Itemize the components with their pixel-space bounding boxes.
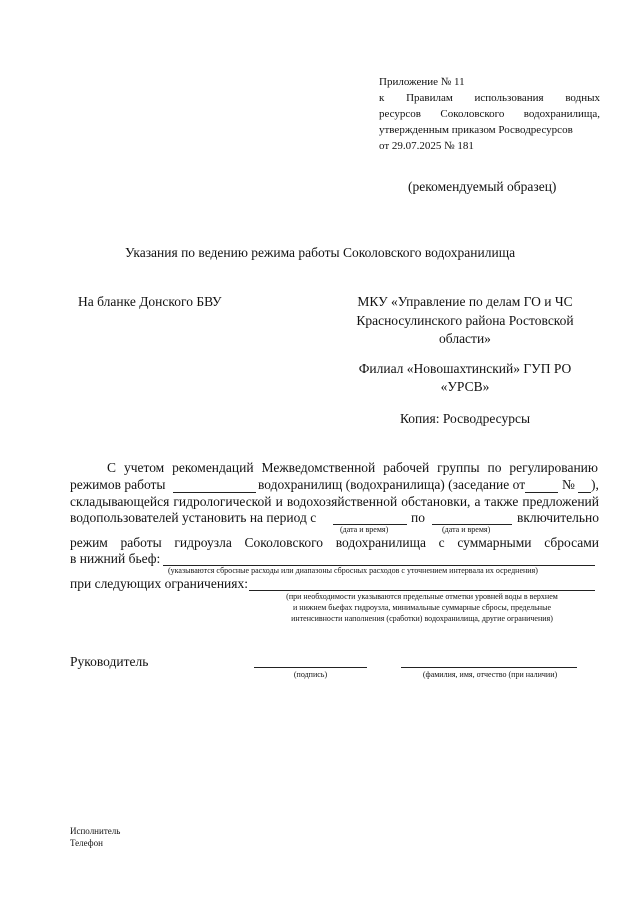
name-blank (401, 667, 577, 668)
body-text: ), (591, 477, 599, 492)
body-line: С учетом рекомендаций Межведомственной рабочей группы по регулированию (107, 460, 598, 475)
blank-label: На бланке Донского БВУ (78, 294, 222, 309)
name-hint: (фамилия, имя, отчество (при наличии) (422, 670, 558, 679)
body-text: включительно (517, 510, 600, 525)
sample-label: (рекомендуемый образец) (408, 179, 557, 194)
body-text: водохранилищ (водохранилища) (заседание от (258, 477, 526, 492)
restrictions-hint: и нижнем бьефах гидроузла, минимальные суммарные сбросы, предельные (293, 603, 551, 612)
phone-label: Телефон (70, 838, 103, 848)
recipient-line: Филиал «Новошахтинский» ГУП РО (358, 361, 572, 376)
body-text: водопользователей установить на период с (70, 510, 317, 525)
restrictions-blank (249, 590, 595, 591)
meeting-blank (173, 492, 256, 493)
copy-recipient: Копия: Росводресурсы (399, 411, 531, 426)
appendix-line: утвержденным приказом Росводресурсов (379, 124, 573, 136)
body-line: складывающейся гидрологической и водохозяйственной обстановки, а также предложений (70, 494, 599, 509)
restrictions-hint: (при необходимости указываются предельные отметки уровней воды в верхнем (286, 592, 558, 601)
date-hint: (дата и время) (340, 525, 389, 534)
body-text: режимов работы (70, 477, 166, 492)
recipient-line: Красносулинского района Ростовской (356, 313, 574, 328)
appendix-line: ресурсов Соколовского водохранилища, (379, 108, 600, 120)
recipient-line: «УРСВ» (440, 379, 490, 394)
appendix-number: Приложение № 11 (379, 76, 465, 88)
recipient-line: области» (439, 331, 491, 346)
page-title: Указания по ведению режима работы Соколовского водохранилища (125, 245, 516, 260)
recipient-line: МКУ «Управление по делам ГО и ЧС (357, 294, 573, 309)
signature-blank (254, 667, 367, 668)
head-label: Руководитель (70, 654, 149, 669)
meeting-number-blank (578, 492, 591, 493)
body-text: по (411, 510, 425, 525)
executor-label: Исполнитель (70, 826, 121, 836)
appendix-line: к Правилам использования водных (379, 92, 600, 104)
body-text: в нижний бьеф: (70, 551, 161, 566)
date-hint: (дата и время) (442, 525, 491, 534)
body-text: № (562, 477, 575, 492)
signature-hint: (подпись) (293, 670, 328, 679)
meeting-date-blank (525, 492, 558, 493)
body-text: при следующих ограничениях: (70, 576, 248, 591)
discharge-hint: (указываются сбросные расходы или диапазоны сбросных расходов с уточнением интервала их осреднения) (168, 566, 538, 575)
restrictions-hint: интенсивности наполнения (сработки) водохранилища, другие ограничения) (291, 614, 553, 623)
body-line: режим работы гидроузла Соколовского водохранилища с суммарными сбросами (70, 535, 599, 550)
appendix-date: от 29.07.2025 № 181 (379, 140, 474, 152)
